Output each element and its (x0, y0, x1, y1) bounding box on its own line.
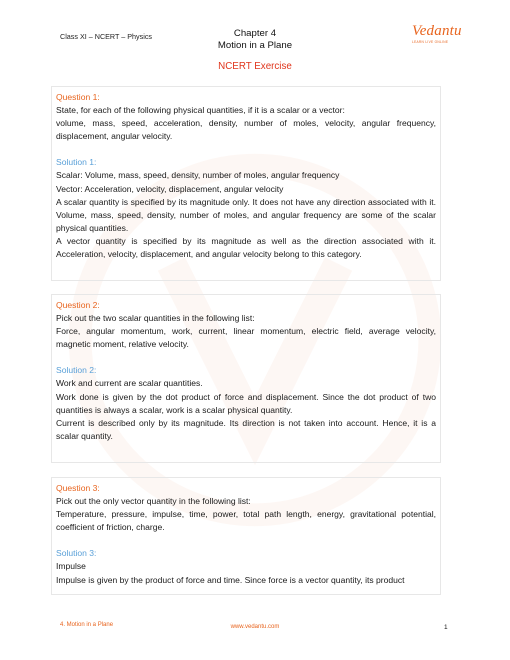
question-box-3 (51, 477, 441, 595)
question-text: Pick out the two scalar quantities in the following list: (56, 313, 255, 324)
question-box-2 (51, 294, 441, 463)
solution-label: Solution 1: (56, 157, 97, 168)
solution-text: Scalar: Volume, mass, speed, density, number of moles, angular frequency (56, 170, 340, 181)
footer-chapter-label: 4. Motion in a Plane (60, 622, 114, 628)
class-label: Class XI – NCERT – Physics (60, 32, 153, 41)
solution-text: A scalar quantity is specified by its magnitude only. It does not have any direction associated with it. Volume, mass, speed, density, number of moles, and angular frequency are some of the scalar physical quantities. (56, 196, 436, 233)
question-text: volume, mass, speed, acceleration, density, number of moles, velocity, angular frequency, displacement, angular velocity. (56, 118, 436, 142)
solution-text: Vector: Acceleration, velocity, displacement, angular velocity (56, 183, 284, 194)
question-label: Question 2: (56, 300, 100, 310)
question-label: Question 1: (56, 92, 100, 102)
solution-label: Solution 3: (56, 548, 97, 559)
footer-website-link[interactable]: www.vedantu.com (230, 624, 280, 630)
section-title: NCERT Exercise (218, 61, 292, 72)
solution-label: Solution 2: (56, 365, 97, 376)
chapter-title: Motion in a Plane (217, 39, 293, 51)
solution-text: Current is described only by its magnitude. Its direction is not taken into account. Hence, it is a scalar quantity. (56, 417, 436, 441)
logo-wordmark: Vedantu (412, 23, 462, 39)
solution-text: Impulse is given by the product of force and time. Since force is a vector quantity, its product (56, 574, 405, 585)
question-text: Force, angular momentum, work, current, linear momentum, electric field, average velocity, magnetic moment, relative velocity. (56, 326, 436, 350)
solution-text: Impulse (56, 561, 86, 572)
question-text: State, for each of the following physical quantities, if it is a scalar or a vector: (56, 105, 345, 116)
solution-text: Work and current are scalar quantities. (56, 378, 203, 389)
page-number: 1 (444, 624, 448, 631)
solution-text: A vector quantity is specified by its magnitude as well as the direction associated with it. Acceleration, velocity, displacement, and angular velocity belong to this category. (56, 235, 436, 260)
solution-text: Work done is given by the dot product of force and displacement. Since the dot product of two quantities is always a scalar, work is a scalar physical quantity. (56, 391, 436, 415)
chapter-number: Chapter 4 (233, 28, 277, 39)
vedantu-logo (412, 24, 464, 46)
question-text: Pick out the only vector quantity in the following list: (56, 496, 251, 507)
logo-tagline: LEARN LIVE ONLINE (412, 40, 449, 44)
question-box-1 (51, 86, 441, 281)
question-label: Question 3: (56, 483, 100, 493)
question-text: Temperature, pressure, impulse, time, power, total path length, energy, gravitational potential, coefficient of friction, charge. (56, 509, 436, 533)
